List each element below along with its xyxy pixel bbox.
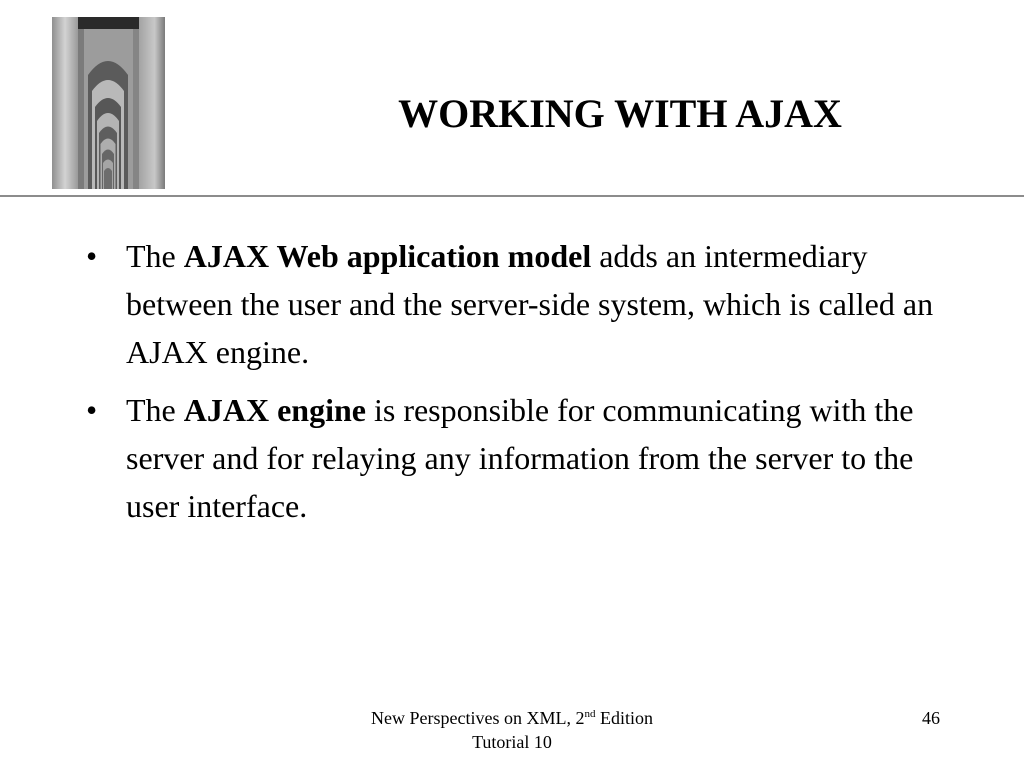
bullet-text-lead: The <box>126 392 184 428</box>
footer <box>320 706 704 754</box>
bullet-marker: • <box>86 238 98 274</box>
footer-tutorial: Tutorial 10 <box>472 732 552 752</box>
footer-book-title <box>320 706 704 730</box>
bullet-marker: • <box>86 392 98 428</box>
bullet-list <box>84 232 944 540</box>
bridge-arches-photo-icon <box>52 17 165 189</box>
bullet-text-rest: is responsible for communicating with the server and for relaying any information from the server to the user interface. <box>126 392 914 524</box>
footer-edition-sup: nd <box>584 708 596 720</box>
footer-book-title-prefix: New Perspectives on XML, 2 <box>371 708 585 728</box>
bullet-text-rest: adds an intermediary between the user and the server-side system, which is called an AJAX engine. <box>126 238 934 370</box>
page-number: 46 <box>922 708 940 728</box>
title-divider <box>0 195 1024 197</box>
slide-title: WORKING WITH AJAX <box>398 91 842 136</box>
footer-book-title-suffix: Edition <box>595 708 653 728</box>
bullet-bold-term: AJAX engine <box>183 392 366 428</box>
bullet-bold-term: AJAX Web application model <box>183 238 592 274</box>
bullet-item <box>84 386 944 530</box>
bullet-text-lead: The <box>126 238 184 274</box>
bullet-item <box>84 232 944 376</box>
